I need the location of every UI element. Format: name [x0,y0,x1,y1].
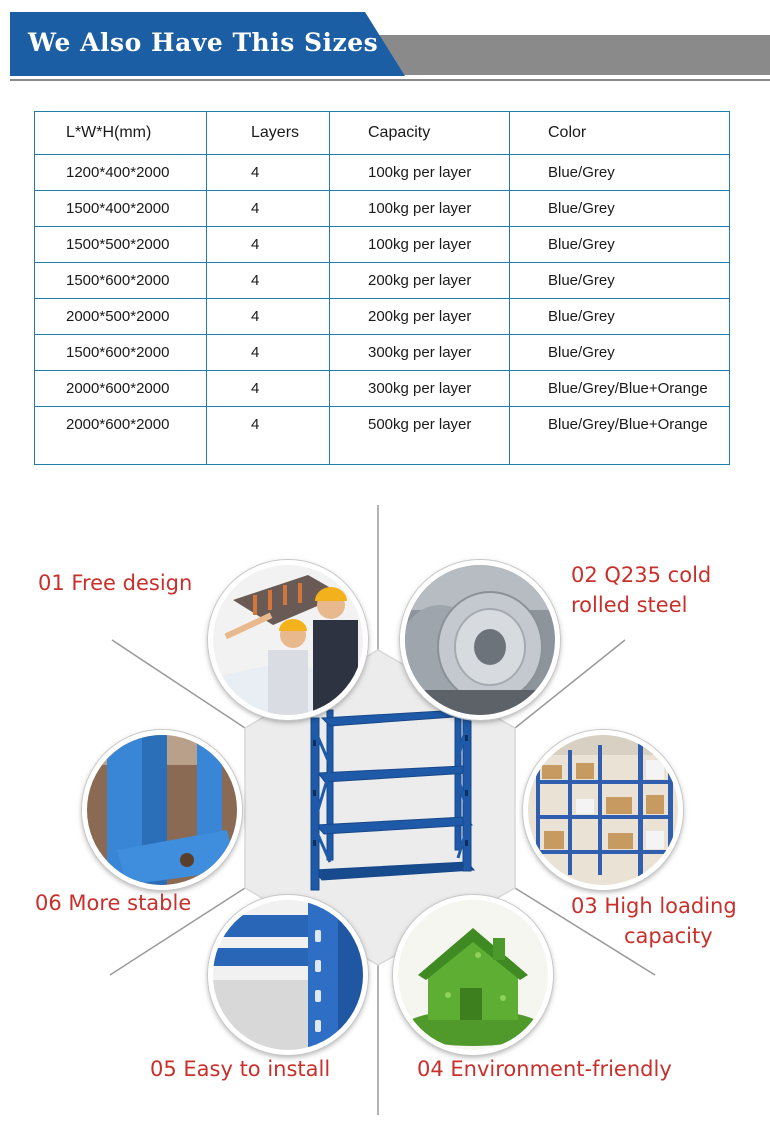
cell-dimensions: 2000*600*2000 [35,407,207,465]
table-row [35,371,730,407]
table-row [35,191,730,227]
feature-steel-line2: rolled steel [571,593,688,617]
table-row [35,335,730,371]
table-row [35,155,730,191]
banner-title: We Also Have This Sizes [28,28,379,57]
feature-diagram [0,490,770,1136]
cell-capacity: 500kg per layer [330,407,510,465]
cell-capacity: 200kg per layer [330,299,510,335]
feature-easy-install: 05 Easy to install [150,1057,331,1081]
table-row [35,299,730,335]
engineers-photo [208,560,368,720]
section-banner [0,0,770,90]
feature-steel-line1: 02 Q235 cold [571,563,712,587]
cell-capacity: 100kg per layer [330,155,510,191]
table-header-row [35,112,730,155]
rack-post-photo [208,895,368,1055]
cell-color: Blue/Grey [510,299,730,335]
cell-color: Blue/Grey [510,335,730,371]
table-row [35,227,730,263]
cell-layers: 4 [207,299,330,335]
warehouse-racks-photo [523,730,683,890]
cell-capacity: 300kg per layer [330,371,510,407]
header-color: Color [510,112,730,155]
cell-color: Blue/Grey [510,227,730,263]
feature-more-stable: 06 More stable [35,891,192,915]
cell-color: Blue/Grey/Blue+Orange [510,371,730,407]
cell-layers: 4 [207,335,330,371]
cell-capacity: 100kg per layer [330,227,510,263]
feature-loading-line2: capacity [624,924,713,948]
cell-color: Blue/Grey [510,263,730,299]
cell-dimensions: 1200*400*2000 [35,155,207,191]
feature-free-design: 01 Free design [38,571,193,595]
cell-layers: 4 [207,227,330,263]
cell-dimensions: 2000*500*2000 [35,299,207,335]
feature-environment: 04 Environment-friendly [417,1057,672,1081]
banner-underline [10,79,770,81]
table-row [35,263,730,299]
cell-dimensions: 1500*500*2000 [35,227,207,263]
feature-loading-line1: 03 High loading [571,894,737,918]
cell-layers: 4 [207,407,330,465]
cell-dimensions: 1500*400*2000 [35,191,207,227]
table-row [35,407,730,465]
cell-capacity: 300kg per layer [330,335,510,371]
cell-color: Blue/Grey [510,191,730,227]
rack-upright-photo [82,730,242,890]
cell-color: Blue/Grey [510,155,730,191]
header-capacity: Capacity [330,112,510,155]
banner-grey-bar [360,35,770,75]
cell-dimensions: 2000*600*2000 [35,371,207,407]
cell-layers: 4 [207,371,330,407]
cell-layers: 4 [207,191,330,227]
cell-layers: 4 [207,155,330,191]
cell-color: Blue/Grey/Blue+Orange [510,407,730,465]
grass-house-photo [393,895,553,1055]
cell-capacity: 200kg per layer [330,263,510,299]
size-table [34,111,730,465]
header-layers: Layers [207,112,330,155]
cell-layers: 4 [207,263,330,299]
steel-coil-photo [400,560,560,720]
cell-dimensions: 1500*600*2000 [35,263,207,299]
cell-dimensions: 1500*600*2000 [35,335,207,371]
header-dimensions: L*W*H(mm) [35,112,207,155]
cell-capacity: 100kg per layer [330,191,510,227]
